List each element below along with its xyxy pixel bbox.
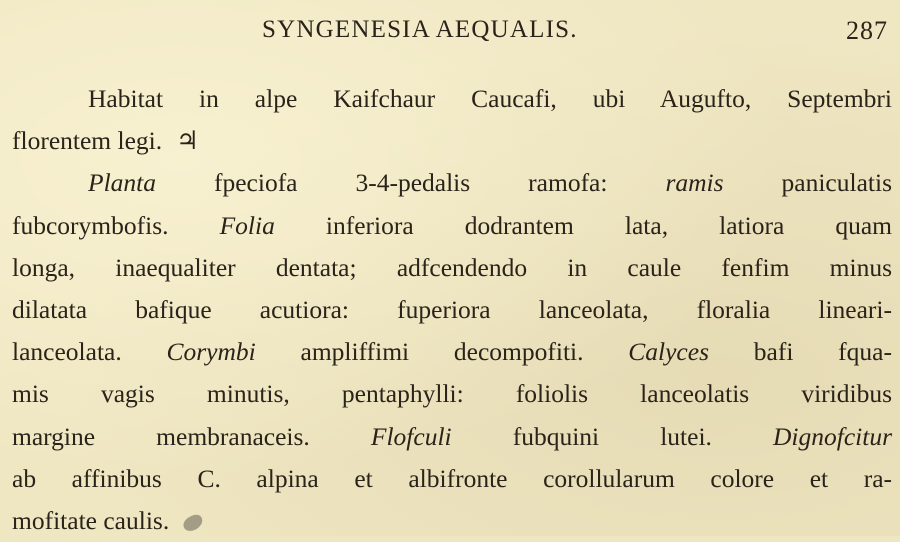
text-line-flosculi <box>12 416 892 458</box>
mis-vagis-text: mis vagis minutis, pentaphylli: foliolis lanceolatis viridibus <box>12 379 892 409</box>
lanceolata-text: lanceolata. <box>12 337 167 367</box>
text-line-habitat <box>12 78 892 120</box>
corymbi-description: ampliffimi decompofiti. <box>255 337 629 367</box>
perennial-symbol: ♃ <box>176 126 199 156</box>
term-flosculi: Flofculi <box>370 421 452 451</box>
term-dignoscitur: Dignofcitur <box>773 421 892 451</box>
body-text <box>12 78 892 542</box>
text-line-mis-vagis <box>12 373 892 415</box>
subcorymbosis-text: fubcorymbofis. <box>12 210 220 240</box>
ink-stain <box>181 513 205 534</box>
margine-text: margine membranaceis. <box>12 421 371 451</box>
page-header <box>0 10 900 50</box>
term-calyces: Calyces <box>628 337 709 367</box>
ramis-description: paniculatis <box>723 168 892 198</box>
ab-affinibus-text: ab affinibus C. alpina et albifronte corollularum colore et ra- <box>12 463 892 493</box>
florentem-text: florentem legi. <box>12 126 163 156</box>
term-folia: Folia <box>219 210 275 240</box>
text-line-dilatata <box>12 289 892 331</box>
calyces-description: bafi fqua- <box>709 337 892 367</box>
mositate-text: mofitate caulis. <box>12 506 170 536</box>
folia-description: inferiora dodrantem lata, latiora quam <box>274 210 893 240</box>
term-corymbi: Corymbi <box>166 337 256 367</box>
running-title: SYNGENESIA AEQUALIS. <box>262 16 578 43</box>
dilatata-text: dilatata bafique acutiora: fuperiora lanceolata, floralia lineari- <box>12 295 892 325</box>
page-number: 287 <box>846 16 888 45</box>
term-ramis: ramis <box>665 168 724 198</box>
text-line-longa <box>12 247 892 289</box>
habitat-text: Habitat in alpe Kaifchaur Caucafi, ubi Augufto, Septembri <box>88 84 892 113</box>
term-planta: Planta <box>88 168 156 198</box>
text-line-ab-affinibus <box>12 458 892 500</box>
text-line-planta <box>12 162 892 204</box>
planta-description: fpeciofa 3-4-pedalis ramofa: <box>156 168 666 198</box>
text-line-folia <box>12 205 892 247</box>
text-line-florentem <box>12 120 892 162</box>
text-line-corymbi <box>12 331 892 373</box>
longa-text: longa, inaequaliter dentata; adfcendendo in caule fenfim minus <box>12 252 892 282</box>
flosculi-description: fubquini lutei. <box>451 421 773 451</box>
